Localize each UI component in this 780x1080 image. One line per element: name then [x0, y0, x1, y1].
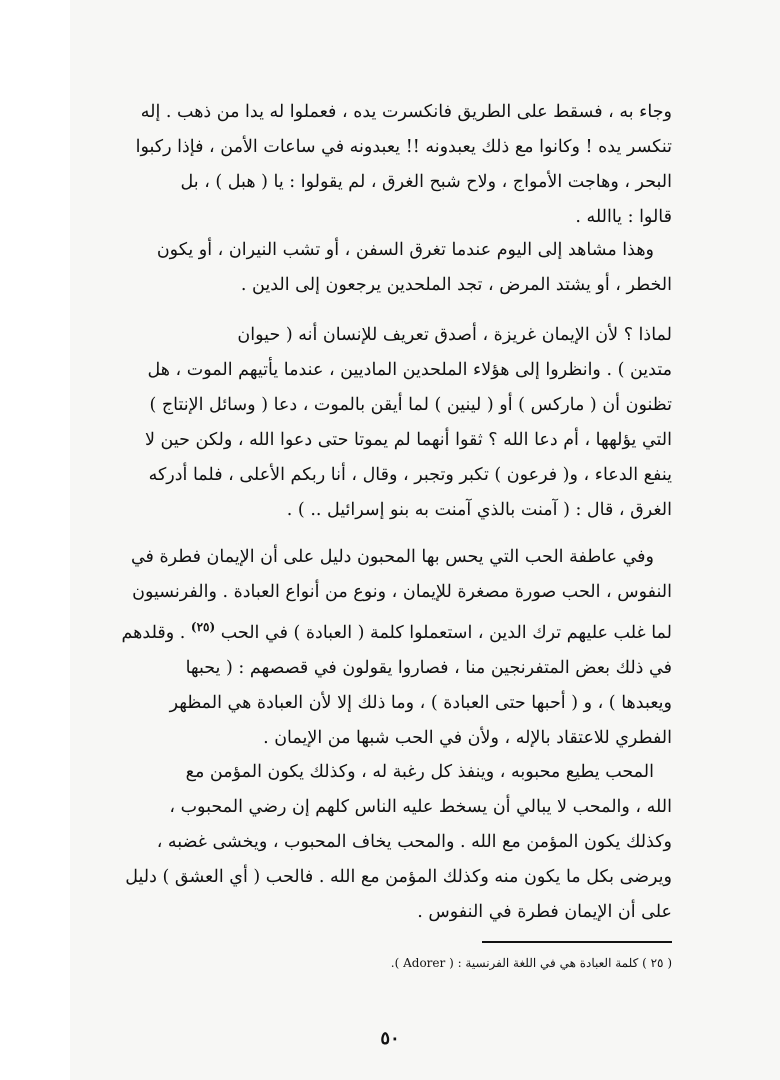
footnote-reference: (٢٥) [190, 620, 216, 634]
text-line: النفوس ، الحب صورة مصغرة للإيمان ، ونوع من أنواع العبادة . والفرنسيون [132, 582, 672, 602]
text-line: على أن الإيمان فطرة في النفوس . [417, 902, 672, 922]
text-line: ويرضى بكل ما يكون منه وكذلك المؤمن مع الله . فالحب ( أي العشق ) دليل [125, 867, 672, 887]
text-line: وهذا مشاهد إلى اليوم عندما تغرق السفن ، أو تشب النيران ، أو يكون [156, 240, 654, 260]
text-line: الله ، والمحب لا يبالي أن يسخط عليه الناس كلهم إن رضي المحبوب ، [169, 797, 672, 817]
text-line: لماذا ؟ لأن الإيمان غريزة ، أصدق تعريف للإنسان أنه ( حيوان [237, 325, 672, 345]
text-line: قالوا : ياالله . [575, 207, 672, 227]
text-line: في ذلك بعض المتفرنجين منا ، فصاروا يقولون في قصصهم : ( يحبها [185, 657, 672, 678]
text-line: البحر ، وهاجت الأمواج ، ولاح شبح الغرق ، لم يقولوا : يا ( هبل ) ، بل [180, 172, 672, 192]
text-line: الغرق ، قال : ( آمنت بالذي آمنت به بنو إسرائيل .. ) . [286, 500, 672, 520]
text-line: وفي عاطفة الحب التي يحس بها المحبون دليل على أن الإيمان فطرة في [130, 547, 654, 567]
paragraph-4 [112, 540, 672, 756]
text-line: الخطر ، أو يشتد المرض ، تجد الملحدين يرجعون إلى الدين . [240, 275, 672, 295]
text-line: وجاء به ، فسقط على الطريق فانكسرت يده ، فعملوا له يدا من ذهب . إله [140, 102, 672, 122]
text-line: ويعبدها ) ، و ( أحبها حتى العبادة ) ، وما ذلك إلا لأن العبادة هي المظهر [169, 692, 672, 713]
text-line: متدين ) . وانظروا إلى هؤلاء الملحدين الماديين ، عندما يأتيهم الموت ، هل [147, 360, 672, 380]
page-number: ٥٠ [380, 1028, 400, 1049]
text-line: الفطري للاعتقاد بالإله ، ولأن في الحب شبها من الإيمان . [263, 727, 672, 748]
text-line: التي يؤلهها ، أم دعا الله ؟ ثقوا أنهما لم يموتا حتى دعوا الله ، ولكن حين لا [145, 430, 672, 450]
paragraph-1 [112, 95, 672, 235]
page-left-margin [0, 0, 70, 1080]
text-line: وكذلك يكون المؤمن مع الله . والمحب يخاف المحبوب ، ويخشى غضبه ، [156, 832, 672, 852]
text-line: المحب يطيع محبوبه ، وينفذ كل رغبة له ، وكذلك يكون المؤمن مع [185, 762, 654, 782]
paragraph-3 [112, 318, 672, 528]
footnote: ( ٢٥ ) كلمة العبادة هي في اللغة الفرنسية : ( Adorer ). [390, 956, 672, 970]
paragraph-2 [112, 233, 672, 303]
footnote-divider [482, 941, 672, 943]
text-line-with-footnote [112, 610, 672, 651]
text-line-part: لما غلب عليهم ترك الدين ، استعملوا كلمة ( العبادة ) في الحب [220, 622, 672, 643]
text-line: تنكسر يده ! وكانوا مع ذلك يعبدونه !! يعبدونه في ساعات الأمن ، فإذا ركبوا [135, 137, 672, 157]
text-line: تظنون أن ( ماركس ) أو ( لينين ) لما أيقن بالموت ، دعا ( وسائل الإنتاج ) [149, 395, 672, 415]
paragraph-5 [112, 755, 672, 930]
text-line-part: . وقلدهم [121, 622, 186, 643]
text-line: ينفع الدعاء ، و( فرعون ) تكبر وتجبر ، وقال ، أنا ربكم الأعلى ، فلما أدركه [148, 465, 672, 485]
